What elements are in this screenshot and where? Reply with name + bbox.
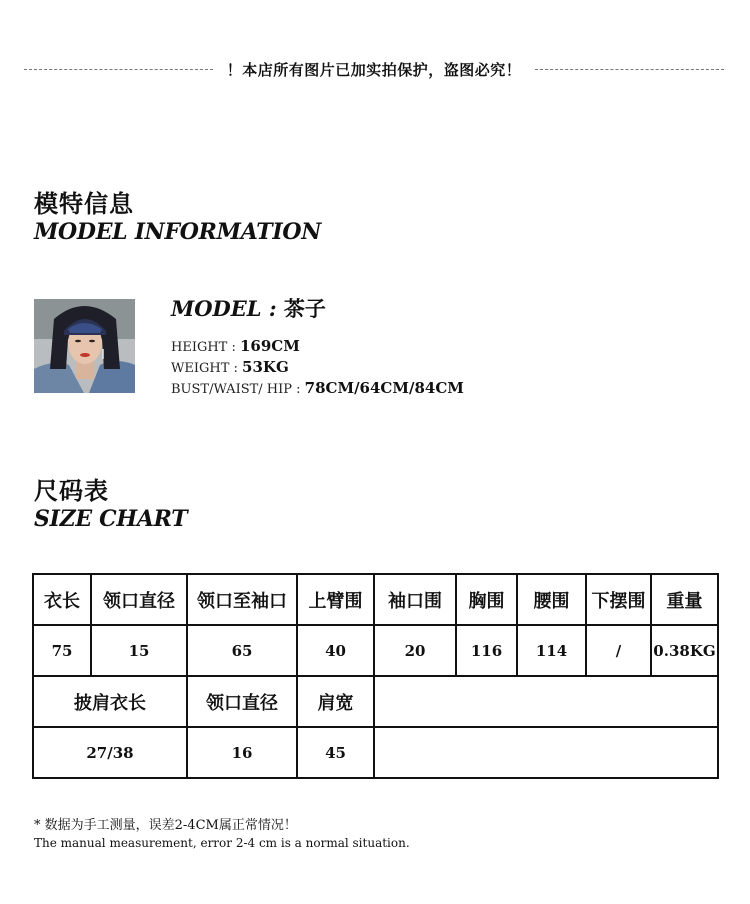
model-name-value: 茶子 — [283, 296, 326, 321]
header-cell: 领口至袖口 — [187, 574, 297, 625]
weight-value: 53KG — [242, 358, 289, 376]
value-cell: 0.38KG — [651, 625, 718, 676]
model-name-label: MODEL : — [171, 296, 284, 321]
model-height — [171, 337, 300, 355]
model-weight — [171, 358, 289, 376]
header-cell: 重量 — [651, 574, 718, 625]
header-cell: 胸围 — [456, 574, 517, 625]
header-row-2 — [33, 676, 718, 727]
header-row-1 — [33, 574, 718, 625]
divider-right — [535, 69, 724, 70]
height-label: HEIGHT : — [171, 340, 240, 355]
value-cell: 114 — [517, 625, 586, 676]
header-cell: 袖口围 — [374, 574, 456, 625]
value-cell: 75 — [33, 625, 91, 676]
size-section-title-cn: 尺码表 — [34, 476, 109, 505]
header-cell: 衣长 — [33, 574, 91, 625]
model-name — [171, 293, 326, 323]
header-cell: 腰围 — [517, 574, 586, 625]
notice-text: ！本店所有图片已加实拍保护，盗图必究！ — [226, 60, 522, 79]
header-cell: 领口直径 — [187, 676, 297, 727]
header-cell: 上臂围 — [297, 574, 374, 625]
value-cell: 40 — [297, 625, 374, 676]
value-row-1 — [33, 625, 718, 676]
height-value: 169CM — [240, 337, 300, 355]
copyright-notice — [24, 58, 724, 80]
value-cell: 15 — [91, 625, 187, 676]
empty-cell — [374, 676, 718, 727]
value-cell: 16 — [187, 727, 297, 778]
measure-label: BUST/WAIST/ HIP : — [171, 382, 305, 397]
value-cell: 116 — [456, 625, 517, 676]
value-cell: 27/38 — [33, 727, 187, 778]
empty-cell — [374, 727, 718, 778]
size-chart-table — [32, 573, 719, 779]
divider-left — [24, 69, 213, 70]
size-section-title-en: SIZE CHART — [34, 506, 188, 532]
model-photo — [34, 299, 135, 393]
note-en: The manual measurement, error 2-4 cm is a normal situation. — [34, 836, 410, 850]
weight-label: WEIGHT : — [171, 361, 243, 376]
model-section-title-en: MODEL INFORMATION — [34, 219, 322, 245]
header-cell: 披肩衣长 — [33, 676, 187, 727]
header-cell: 下摆围 — [586, 574, 651, 625]
note-cn: * 数据为手工测量，误差2-4CM属正常情况！ — [34, 818, 297, 833]
header-cell: 肩宽 — [297, 676, 374, 727]
value-row-2 — [33, 727, 718, 778]
measure-value: 78CM/64CM/84CM — [304, 379, 464, 397]
model-section-title-cn: 模特信息 — [34, 189, 134, 218]
value-cell: 65 — [187, 625, 297, 676]
value-cell: 45 — [297, 727, 374, 778]
value-cell: 20 — [374, 625, 456, 676]
value-cell: / — [586, 625, 651, 676]
model-measurements — [171, 379, 464, 397]
header-cell: 领口直径 — [91, 574, 187, 625]
